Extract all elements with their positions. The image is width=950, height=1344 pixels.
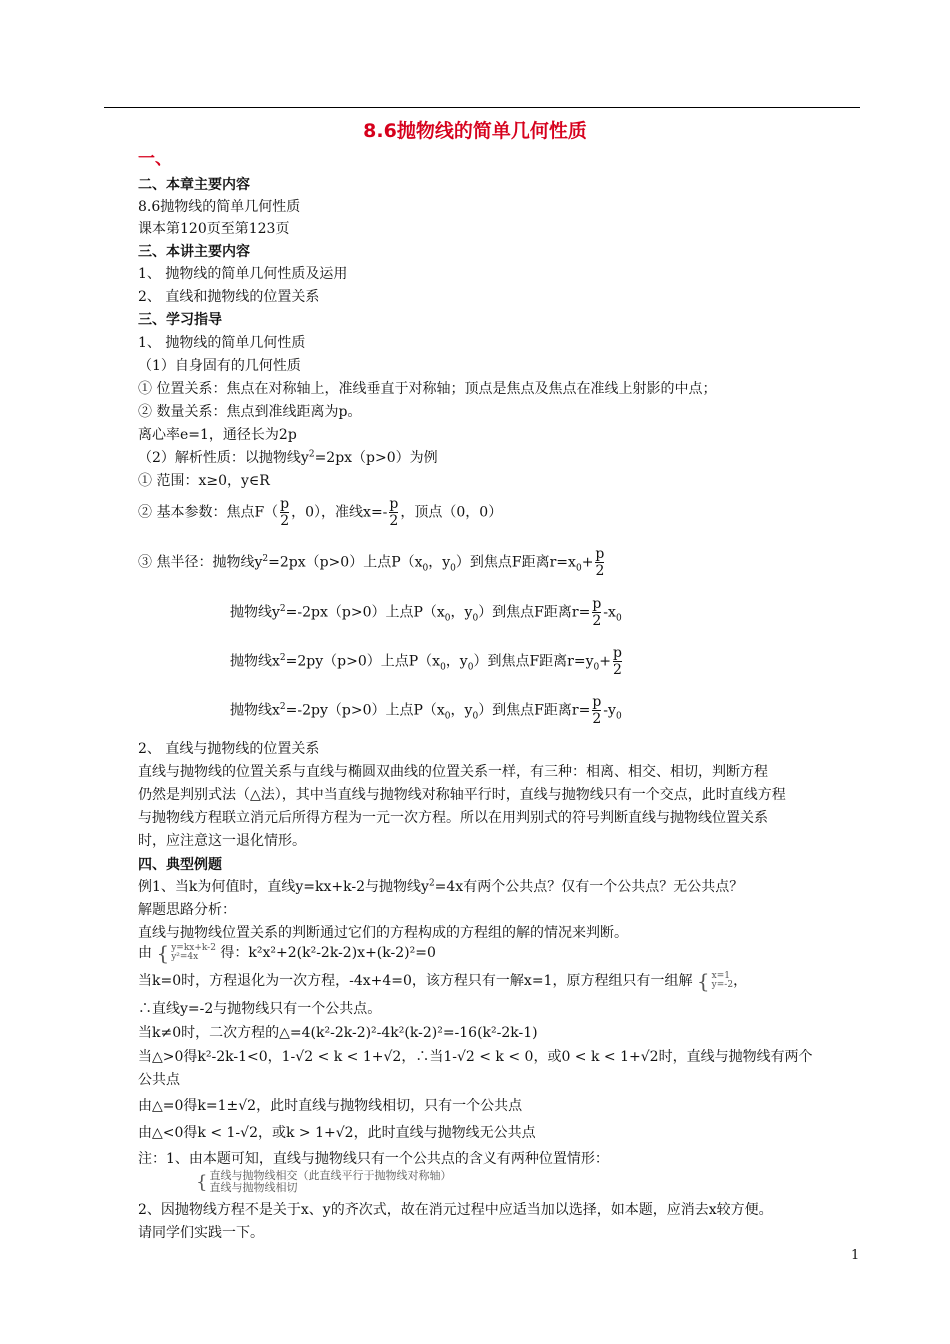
- text-line: 离心率e=1，通径长为2p: [138, 427, 297, 443]
- text-line: 2、 直线和抛物线的位置关系: [138, 289, 320, 305]
- text-line: 直线与抛物线位置关系的判断通过它们的方程构成的方程组的解的情况来判断。: [138, 925, 628, 941]
- fraction: $\frac{p}{2}$: [389, 496, 399, 529]
- text-line: 由△=0得k=1±√2，此时直线与抛物线相切，只有一个公共点: [138, 1098, 523, 1114]
- equation-line: 当k=0时，方程退化为一次方程，-4x+4=0，该方程只有一解x=1，原方程组只有一组解 { x=1 y=-2，: [138, 969, 748, 993]
- paragraph-line: 仍然是判别式法（△法），其中当直线与抛物线对称轴平行时，直线与抛物线只有一个交点，此时直线方程: [138, 787, 786, 803]
- text-line: 当△>0得k²-2k-1<0，1-√2 < k < 1+√2，∴当1-√2 < k < 0，或0 < k < 1+√2时，直线与抛物线有两个: [138, 1049, 813, 1065]
- brace-icon: {: [156, 941, 170, 965]
- text-line: ∴直线y=-2与抛物线只有一个公共点。: [138, 1001, 382, 1017]
- text-line: 注：1、由本题可知，直线与抛物线只有一个公共点的含义有两种位置情形：: [138, 1151, 609, 1167]
- text-line: （1）自身固有的几何性质: [138, 358, 301, 374]
- paragraph-line: 与抛物线方程联立消元后所得方程为一元一次方程。所以在用判别式的符号判断直线与抛物线位置关系: [138, 810, 768, 826]
- equation-system: x=1 y=-2: [711, 971, 734, 990]
- section-heading: 四、典型例题: [138, 857, 222, 873]
- page-title: 8.6抛物线的简单几何性质: [363, 120, 587, 142]
- case-list: { 直线与抛物线相交（此直线平行于抛物线对称轴） 直线与抛物线相切: [196, 1169, 452, 1194]
- brace-icon: {: [196, 1171, 208, 1193]
- text-line: （2）解析性质：以抛物线$y^2=2px(p>0)$为例: [138, 449, 438, 466]
- formula-line: 抛物线$x^2=-2py(p>0)$上点$P(x_0$，$y_0$）到焦点F距离r= $\frac{p}{2}$ $-y_0$: [230, 694, 622, 727]
- text-line: 8.6抛物线的简单几何性质: [138, 199, 301, 215]
- text-line: 2、因抛物线方程不是关于x、y的齐次式，故在消元过程中应适当加以选择，如本题，应消去x较方便。: [138, 1202, 773, 1218]
- text-line: 例1、当k为何值时，直线y=kx+k-2与抛物线$y^2=4x$有两个公共点？仅有一个公共点？无公共点？: [138, 878, 744, 895]
- text-line: ① 范围：x≥0，y∈R: [138, 473, 270, 489]
- text-line: 公共点: [138, 1072, 180, 1088]
- formula-line: ② 基本参数：焦点F（ $\frac{p}{2}$ ，0），准线x=- $\frac{p}{2}$ ，顶点（0，0）: [138, 496, 503, 529]
- formula-line: 抛物线$x^2=2py(p>0)$上点$P(x_0$，$y_0$）到焦点F距离$r=y_0+$ $\frac{p}{2}$: [230, 645, 622, 678]
- text-line: 解题思路分析：: [138, 902, 236, 918]
- fraction: $\frac{p}{2}$: [595, 546, 605, 579]
- text-line: 请同学们实践一下。: [138, 1225, 264, 1241]
- fraction: $\frac{p}{2}$: [280, 496, 290, 529]
- text-line: ① 位置关系：焦点在对称轴上，准线垂直于对称轴；顶点是焦点及焦点在准线上射影的中点；: [138, 381, 717, 397]
- text-line: 2、 直线与抛物线的位置关系: [138, 741, 320, 757]
- fraction: $\frac{p}{2}$: [612, 645, 622, 678]
- paragraph-line: 时，应注意这一退化情形。: [138, 833, 306, 849]
- formula-line: ③ 焦半径：抛物线$y^2=2px(p>0)$上点$P(x_0$，$y_0$）到焦点F距离$r=x_0+$ $\frac{p}{2}$: [138, 546, 605, 579]
- formula-line: 抛物线$y^2=-2px(p>0)$上点$P(x_0$，$y_0$）到焦点F距离r= $\frac{p}{2}$ $-x_0$: [230, 596, 622, 629]
- section-heading: 三、本讲主要内容: [138, 244, 250, 260]
- text-line: 由△<0得k < 1-√2，或k > 1+√2，此时直线与抛物线无公共点: [138, 1125, 536, 1141]
- text-line: 课本第120页至第123页: [138, 221, 290, 237]
- paragraph-line: 直线与抛物线的位置关系与直线与椭圆双曲线的位置关系一样，有三种：相离、相交、相切，判断方程: [138, 764, 768, 780]
- header-rule: [104, 107, 860, 108]
- text-line: ② 数量关系：焦点到准线距离为p。: [138, 404, 362, 420]
- fraction: $\frac{p}{2}$: [592, 694, 602, 727]
- section-heading: 二、本章主要内容: [138, 177, 250, 193]
- fraction: $\frac{p}{2}$: [592, 596, 602, 629]
- text-line: 1、 抛物线的简单几何性质及运用: [138, 266, 348, 282]
- heading-one: 一、: [138, 149, 172, 169]
- brace-icon: {: [696, 969, 710, 993]
- page-number: 1: [851, 1248, 860, 1263]
- equation-line: 由 { y=kx+k-2 y²=4x 得：k²x²+2(k²-2k-2)x+(k-2)²=0: [138, 941, 436, 965]
- text-line: 1、 抛物线的简单几何性质: [138, 335, 306, 351]
- text-line: 当k≠0时，二次方程的△=4(k²-2k-2)²-4k²(k-2)²=-16(k²-2k-1): [138, 1025, 538, 1041]
- equation-system: y=kx+k-2 y²=4x: [171, 943, 216, 962]
- section-heading: 三、学习指导: [138, 312, 222, 328]
